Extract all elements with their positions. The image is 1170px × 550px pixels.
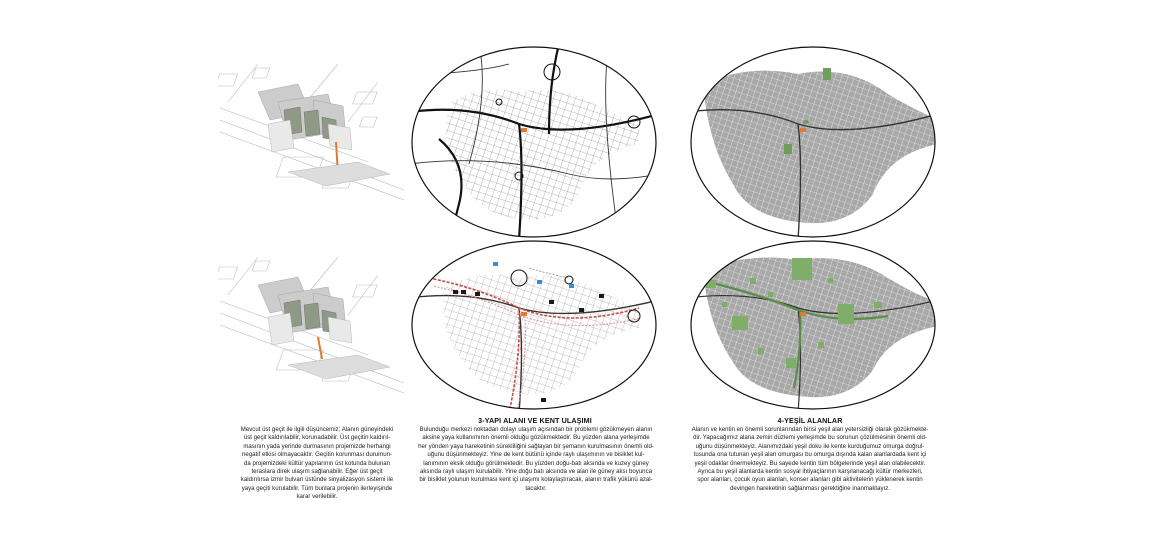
text-line: masının yada yerinde durmasının projemizde herhangi xyxy=(243,442,391,450)
city-road-map xyxy=(409,44,659,240)
text-line: devingen hareketinin sağlanması gerektiğine inanmaktayız. xyxy=(730,484,890,492)
structure-title: 3-YAPI ALANI VE KENT ULAŞIMI xyxy=(478,416,592,425)
text-line: lanımının eksik olduğu görülmektedir. Bu yüzden doğu-batı aksında ve kuzey güney xyxy=(423,459,649,467)
text-line: tusunda ona tutunan yeşil alan omurgası bu omurga dışında kalan alanlardada kent içi xyxy=(693,451,927,459)
text-line: da projemizdeki kültür yapılarının üst kotunda bulunan xyxy=(243,459,390,467)
text-line: spor alanları, çocuk oyun alanları, konser alanları gibi aktivitelerin yüklenerek kentin xyxy=(697,476,923,484)
city-green-map-existing xyxy=(688,44,938,240)
text-line: yaya geçiti kurulabilir. Tüm bunlara projenin ilerleyişinde xyxy=(241,484,393,492)
text-line: karar verilebilir. xyxy=(296,493,338,501)
text-line: Alanın ve kentin en önemli sorunlarından birisi yeşil alan yetersizliği olarak gözükmekte- xyxy=(691,426,929,433)
site-perspective-existing xyxy=(218,62,406,200)
text-line: Bulunduğu merkezi noktadan dolayı ulaşım açısından bir problemi gözükmeyen alanın xyxy=(419,426,653,433)
text-line: uğunu düşünmekteyiz. Yine de kent bütünü içinde raylı ulaşımının ve bisiklet kul- xyxy=(427,451,645,459)
site-perspective-proposal xyxy=(218,255,406,393)
city-green-map-proposal xyxy=(688,238,938,413)
text-line: dir. Yapacağımız alana zemin düzlemi yerleşimde bu sorunun çözülmesinin önemli old- xyxy=(693,434,927,442)
text-line: yeşil odaklar önermekteyiz. Bu sayede kentin tüm bölgelerinde yeşil alan olabilecektir. xyxy=(694,459,926,467)
text-line: teraslara direk ulaşım sağlanabilir. Eğer üst geçit xyxy=(251,468,383,476)
text-line: negatif etkisi olmayacaktır. Geçitin korunması durumun- xyxy=(241,451,393,459)
text-line: tacaktır. xyxy=(525,484,547,492)
text-line: bir bisiklet yolunun kurulması kent içi ulaşımı kolaylaştıracak, alanın trafik yükünü azal- xyxy=(419,476,653,484)
text-line: Ayrıca bu yeşil alanlarda kentin sosyal ihtiyaçlarının karşılanacağı kültür merkezleri, xyxy=(697,468,923,476)
green-description xyxy=(672,426,948,493)
text-line: aksında raylı ulaşım kurulabilir. Yine doğu batı aksında ve alan ile güney aksı boyunca xyxy=(419,468,653,476)
transport-description xyxy=(398,426,674,493)
text-line: uğunu düşünmekteyiz. Alanımızdaki yeşil doku ile kente kurduğumuz omurga doğrul- xyxy=(695,442,925,450)
overpass-description xyxy=(222,426,412,502)
text-line: aksine yaya kullanımının önemli olduğu gözükmektedir. Bu yüzden alana yerleşimde xyxy=(422,434,650,442)
city-transport-map xyxy=(409,238,659,413)
text-line: her yönden yaya hareketinin sürekliliğini sağlayan bir şemanın kurulmasının önemli old- xyxy=(418,442,654,450)
green-title: 4-YEŞİL ALANLAR xyxy=(777,416,843,425)
text-line: Mevcut üst geçit ile ilgili düşüncemiz; Alanın güneyindeki xyxy=(240,426,394,433)
text-line: kaldırılırsa izmir bulvarı üstünde sinyalizasyon sistemi ile xyxy=(240,476,394,484)
text-line: üst geçit kaldırılabilir, korunadabilir. Üst geçitin kaldırıl- xyxy=(243,434,391,442)
